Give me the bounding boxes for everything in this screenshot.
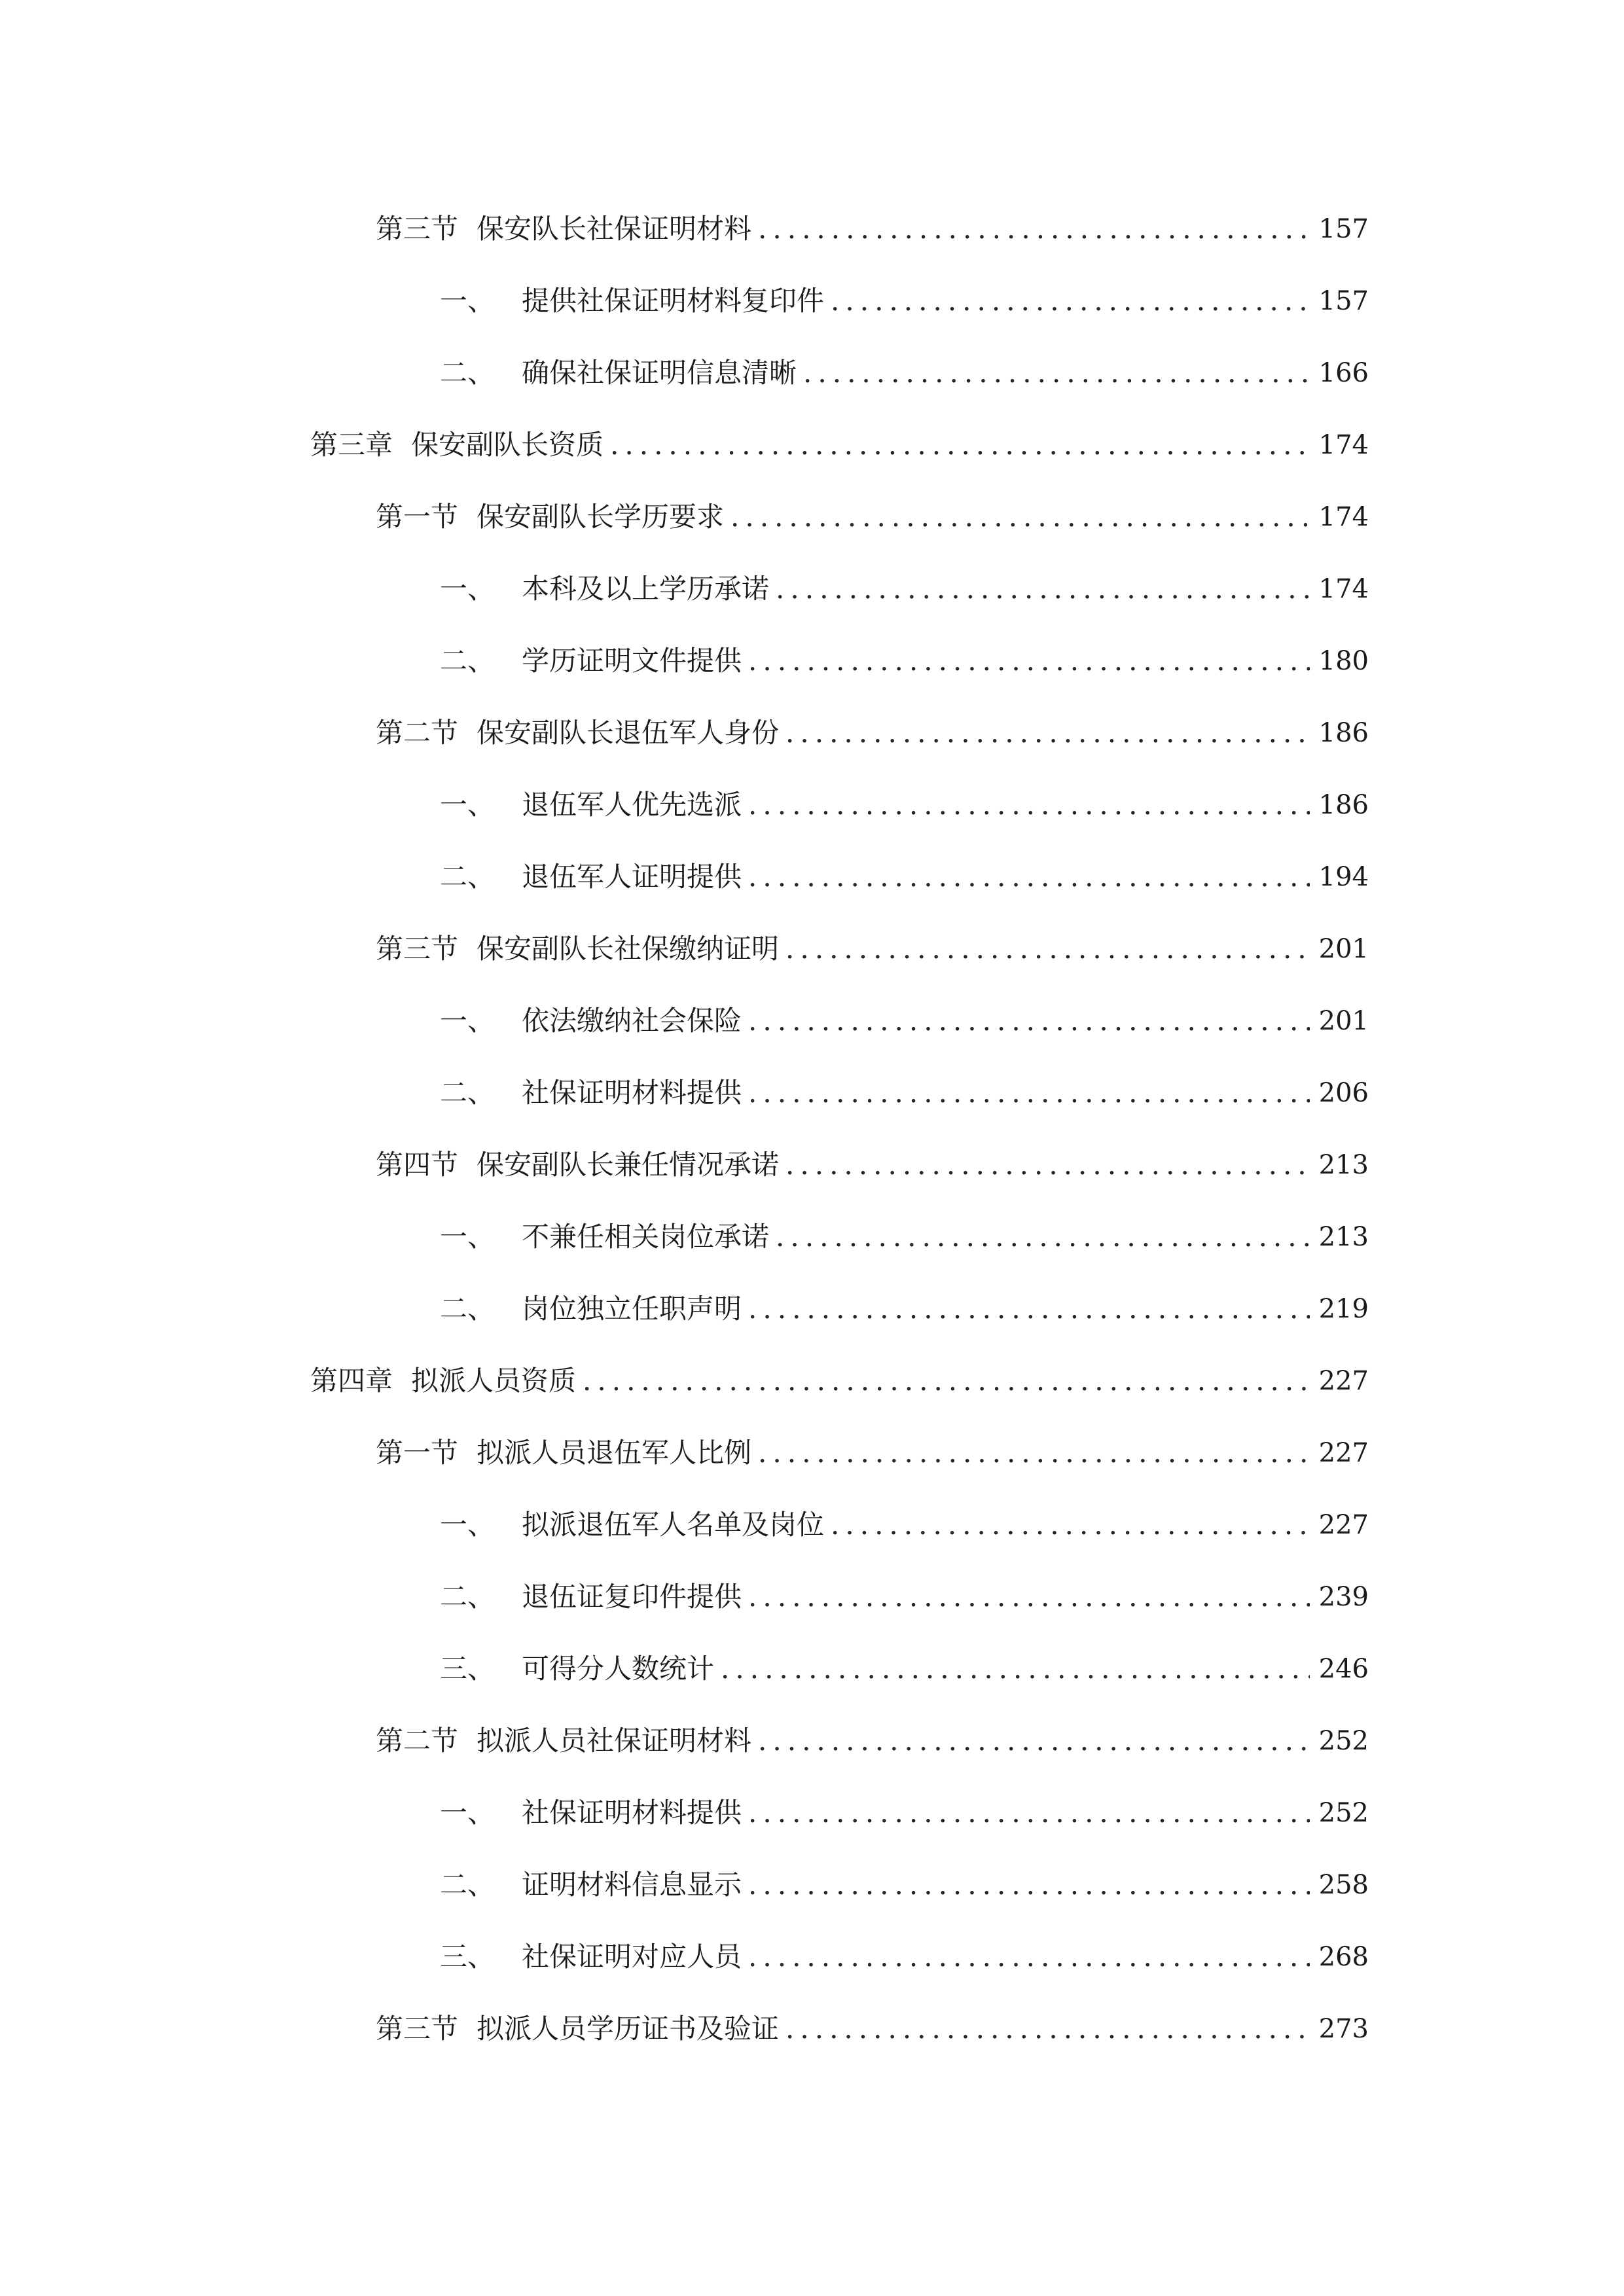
toc-entry-number: 第三节 <box>376 2013 459 2045</box>
toc-entry-page: 174 <box>1318 502 1369 532</box>
toc-entry-title: 学历证明文件提供 <box>522 645 742 677</box>
toc-entry-page: 273 <box>1318 2014 1369 2044</box>
toc-entry[interactable] <box>376 1139 1369 1191</box>
toc-entry-title: 保安队长社保证明材料 <box>477 213 752 245</box>
toc-dot-leader <box>831 1499 1310 1551</box>
toc-dot-leader <box>748 1283 1310 1335</box>
toc-entry-number: 第三节 <box>376 933 459 965</box>
toc-entry-title: 不兼任相关岗位承诺 <box>522 1221 770 1253</box>
toc-entry-title: 岗位独立任职声明 <box>522 1293 742 1325</box>
toc-entry-number: 第三节 <box>376 213 459 245</box>
toc-entry[interactable] <box>440 347 1369 399</box>
toc-dot-leader <box>748 635 1310 687</box>
toc-dot-leader <box>731 491 1310 543</box>
toc-entry-title: 退伍证复印件提供 <box>522 1581 742 1613</box>
toc-entry-page: 268 <box>1318 1942 1369 1972</box>
toc-entry-page: 213 <box>1318 1150 1369 1180</box>
toc-entry[interactable] <box>440 1283 1369 1335</box>
toc-entry-number: 二、 <box>440 861 496 893</box>
toc-dot-leader <box>748 1931 1310 1983</box>
toc-entry-title: 提供社保证明材料复印件 <box>522 285 825 317</box>
toc-entry-page: 186 <box>1318 790 1369 820</box>
toc-entry-number: 第二节 <box>376 717 459 749</box>
toc-dot-leader <box>776 563 1310 615</box>
toc-entry-page: 252 <box>1318 1798 1369 1828</box>
toc-entry[interactable] <box>376 1427 1369 1479</box>
toc-dot-leader <box>748 1787 1310 1839</box>
toc-entry-title: 拟派人员资质 <box>411 1365 577 1397</box>
toc-entry-number: 二、 <box>440 357 496 389</box>
toc-entry-title: 退伍军人证明提供 <box>522 861 742 893</box>
toc-entry[interactable] <box>440 1859 1369 1911</box>
toc-entry[interactable] <box>440 1787 1369 1839</box>
toc-entry-number: 三、 <box>440 1653 496 1685</box>
toc-dot-leader <box>758 1427 1310 1479</box>
toc-entry[interactable] <box>440 1571 1369 1623</box>
toc-dot-leader <box>758 203 1310 255</box>
toc-entry[interactable] <box>440 635 1369 687</box>
toc-entry-page: 157 <box>1318 214 1369 244</box>
toc-entry[interactable] <box>440 275 1369 327</box>
toc-entry-title: 拟派人员退伍军人比例 <box>477 1437 752 1469</box>
toc-entry-title: 社保证明材料提供 <box>522 1077 742 1109</box>
toc-entry-title: 证明材料信息显示 <box>522 1869 742 1901</box>
toc-entry-page: 157 <box>1318 286 1369 316</box>
toc-entry[interactable] <box>376 203 1369 255</box>
toc-entry[interactable] <box>440 1499 1369 1551</box>
toc-dot-leader <box>583 1355 1310 1407</box>
toc-entry-title: 确保社保证明信息清晰 <box>522 357 797 389</box>
toc-dot-leader <box>758 1715 1310 1767</box>
toc-entry[interactable] <box>440 1931 1369 1983</box>
toc-entry[interactable] <box>376 923 1369 975</box>
toc-entry-title: 社保证明对应人员 <box>522 1941 742 1973</box>
toc-entry-title: 保安副队长学历要求 <box>477 501 725 533</box>
toc-entry-page: 227 <box>1318 1366 1369 1396</box>
toc-dot-leader <box>748 995 1310 1047</box>
toc-entry-number: 三、 <box>440 1941 496 1973</box>
toc-entry[interactable] <box>376 1715 1369 1767</box>
toc-entry[interactable] <box>440 995 1369 1047</box>
toc-entry[interactable] <box>310 419 1369 471</box>
toc-entry-title: 拟派人员学历证书及验证 <box>477 2013 780 2045</box>
toc-entry-number: 一、 <box>440 1509 496 1541</box>
toc-dot-leader <box>748 779 1310 831</box>
toc-entry-page: 227 <box>1318 1438 1369 1468</box>
toc-dot-leader <box>748 851 1310 903</box>
toc-entry-number: 一、 <box>440 789 496 821</box>
toc-entry-number: 第三章 <box>310 429 393 461</box>
toc-entry-page: 258 <box>1318 1870 1369 1900</box>
toc-entry[interactable] <box>440 1211 1369 1263</box>
toc-entry[interactable] <box>376 2003 1369 2055</box>
toc-entry-title: 本科及以上学历承诺 <box>522 573 770 605</box>
toc-entry[interactable] <box>310 1355 1369 1407</box>
toc-entry-title: 保安副队长资质 <box>411 429 604 461</box>
toc-dot-leader <box>776 1211 1310 1263</box>
toc-entry-page: 186 <box>1318 718 1369 748</box>
toc-dot-leader <box>803 347 1310 399</box>
toc-entry-page: 246 <box>1318 1654 1369 1684</box>
toc-entry[interactable] <box>376 707 1369 759</box>
toc-entry-number: 第四章 <box>310 1365 393 1397</box>
toc-entry-page: 201 <box>1318 934 1369 964</box>
toc-entry-number: 二、 <box>440 1869 496 1901</box>
toc-entry[interactable] <box>440 851 1369 903</box>
toc-entry-page: 166 <box>1318 358 1369 388</box>
toc-entry-page: 201 <box>1318 1006 1369 1036</box>
toc-dot-leader <box>610 419 1310 471</box>
toc-entry-number: 二、 <box>440 1581 496 1613</box>
toc-dot-leader <box>785 923 1310 975</box>
toc-entry-title: 依法缴纳社会保险 <box>522 1005 742 1037</box>
toc-entry-number: 一、 <box>440 1221 496 1253</box>
toc-entry-title: 社保证明材料提供 <box>522 1797 742 1829</box>
toc-entry-number: 第一节 <box>376 501 459 533</box>
toc-entry-page: 180 <box>1318 646 1369 676</box>
toc-entry-title: 拟派人员社保证明材料 <box>477 1725 752 1757</box>
toc-dot-leader <box>785 707 1310 759</box>
toc-entry-page: 219 <box>1318 1294 1369 1324</box>
toc-entry-number: 二、 <box>440 1077 496 1109</box>
toc-entry-page: 239 <box>1318 1582 1369 1612</box>
toc-dot-leader <box>785 1139 1310 1191</box>
toc-entry-title: 退伍军人优先选派 <box>522 789 742 821</box>
toc-dot-leader <box>785 2003 1310 2055</box>
toc-entry-title: 保安副队长兼任情况承诺 <box>477 1149 780 1181</box>
toc-entry-number: 一、 <box>440 285 496 317</box>
toc-dot-leader <box>748 1859 1310 1911</box>
toc-entry-number: 二、 <box>440 1293 496 1325</box>
toc-entry-page: 252 <box>1318 1726 1369 1756</box>
toc-entry[interactable] <box>440 779 1369 831</box>
toc-dot-leader <box>831 275 1310 327</box>
toc-entry-number: 一、 <box>440 1797 496 1829</box>
toc-entry-number: 第四节 <box>376 1149 459 1181</box>
toc-entry-page: 174 <box>1318 574 1369 604</box>
toc-entry-page: 227 <box>1318 1510 1369 1540</box>
toc-entry-page: 194 <box>1318 862 1369 892</box>
toc-entry-title: 可得分人数统计 <box>522 1653 715 1685</box>
toc-entry-number: 一、 <box>440 1005 496 1037</box>
toc-entry-page: 206 <box>1318 1078 1369 1108</box>
toc-dot-leader <box>748 1067 1310 1119</box>
toc-entry-number: 一、 <box>440 573 496 605</box>
toc-entry[interactable] <box>440 1067 1369 1119</box>
toc-entry-number: 二、 <box>440 645 496 677</box>
toc-entry-page: 213 <box>1318 1222 1369 1252</box>
toc-entry-number: 第一节 <box>376 1437 459 1469</box>
toc-entry-number: 第二节 <box>376 1725 459 1757</box>
toc-entry-page: 174 <box>1318 430 1369 460</box>
toc-dot-leader <box>748 1571 1310 1623</box>
toc-entry[interactable] <box>440 1643 1369 1695</box>
toc-dot-leader <box>721 1643 1310 1695</box>
toc-entry-title: 拟派退伍军人名单及岗位 <box>522 1509 825 1541</box>
toc-entry-title: 保安副队长退伍军人身份 <box>477 717 780 749</box>
toc-entry-title: 保安副队长社保缴纳证明 <box>477 933 780 965</box>
toc-entry[interactable] <box>376 491 1369 543</box>
toc-entry[interactable] <box>440 563 1369 615</box>
